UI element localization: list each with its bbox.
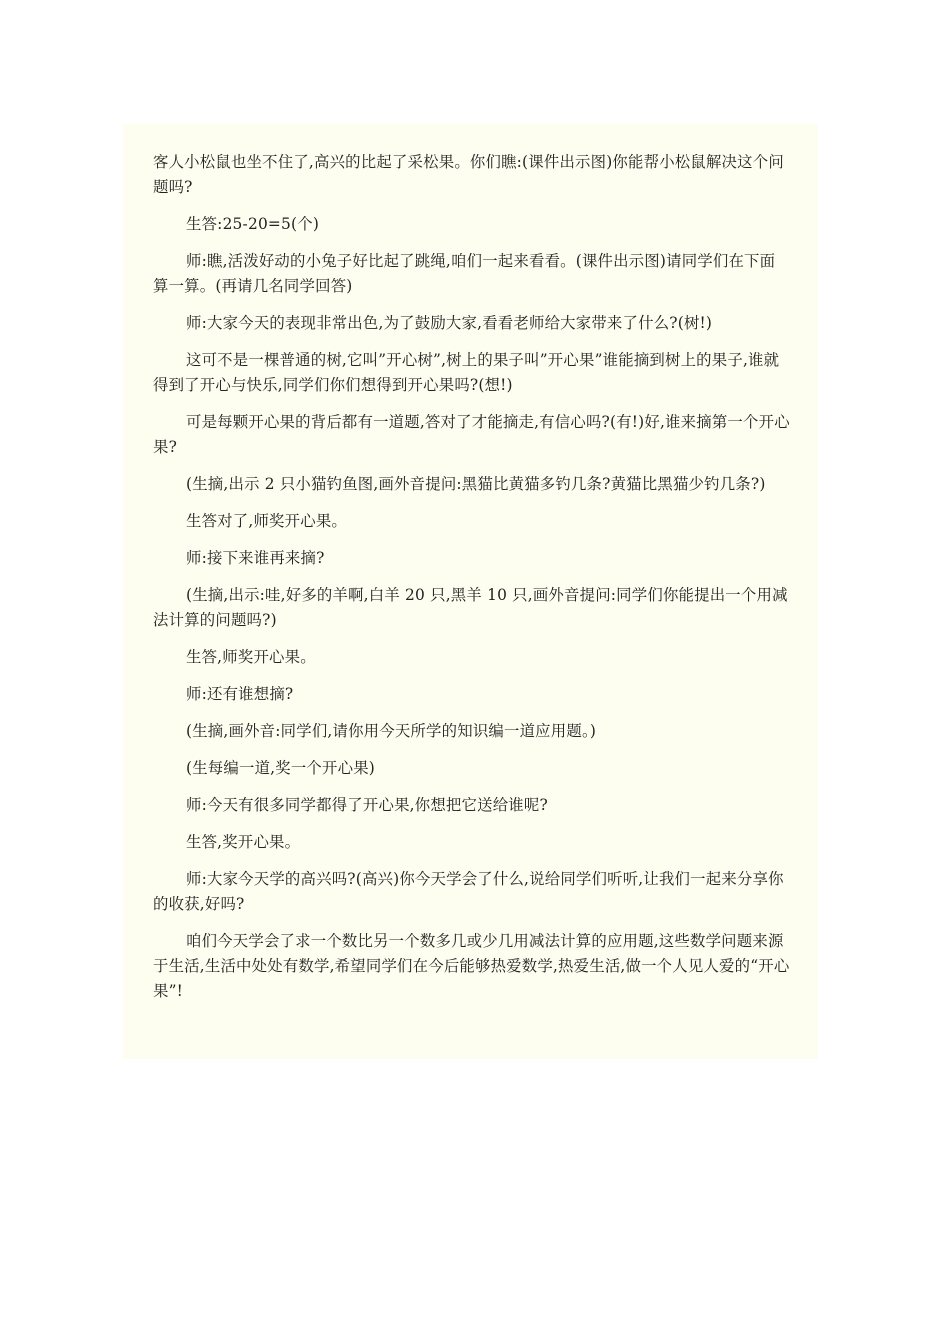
paragraph-9: 师:接下来谁再来摘? (186, 549, 325, 567)
paragraph-3: 师:瞧,活泼好动的小兔子好比起了跳绳,咱们一起来看看。(课件出示图)请同学们在下面算一算。(再请几名同学回答) (153, 252, 776, 295)
paragraph-5: 这可不是一棵普通的树,它叫”开心树”,树上的果子叫”开心果”谁能摘到树上的果子,谁就得到了开心与快乐,同学们你们想得到开心果吗?(想!) (153, 351, 780, 394)
paragraph-10: (生摘,出示:哇,好多的羊啊,白羊 20 只,黑羊 10 只,画外音提问:同学们你能提出一个用减法计算的问题吗?) (153, 586, 788, 629)
paragraph-6: 可是每颗开心果的背后都有一道题,答对了才能摘走,有信心吗?(有!)好,谁来摘第一个开心果? (153, 413, 790, 456)
paragraph-4: 师:大家今天的表现非常出色,为了鼓励大家,看看老师给大家带来了什么?(树!) (186, 314, 713, 332)
paragraph-17: 师:大家今天学的高兴吗?(高兴)你今天学会了什么,说给同学们听听,让我们一起来分享你的收获,好吗? (153, 870, 784, 913)
paragraph-11: 生答,师奖开心果。 (186, 648, 316, 666)
paragraph-13: (生摘,画外音:同学们,请你用今天所学的知识编一道应用题。) (186, 722, 597, 740)
paragraph-2: 生答:25-20=5(个) (186, 215, 320, 233)
paragraph-7: (生摘,出示 2 只小猫钓鱼图,画外音提问:黑猫比黄猫多钓几条?黄猫比黑猫少钓几条?) (186, 475, 766, 493)
text-block (123, 124, 818, 1059)
paragraph-12: 师:还有谁想摘? (186, 685, 294, 703)
paragraph-8: 生答对了,师奖开心果。 (186, 512, 347, 530)
paragraph-18: 咱们今天学会了求一个数比另一个数多几或少几用减法计算的应用题,这些数学问题来源于生活,生活中处处有数学,希望同学们在今后能够热爱数学,热爱生活,做一个人见人爱的“开心果”! (153, 932, 790, 1000)
paragraph-1: 客人小松鼠也坐不住了,高兴的比起了采松果。你们瞧:(课件出示图)你能帮小松鼠解决这个问题吗? (153, 153, 784, 196)
paragraph-16: 生答,奖开心果。 (186, 833, 301, 851)
paragraph-14: (生每编一道,奖一个开心果) (186, 759, 375, 777)
paragraph-15: 师:今天有很多同学都得了开心果,你想把它送给谁呢? (186, 796, 548, 814)
